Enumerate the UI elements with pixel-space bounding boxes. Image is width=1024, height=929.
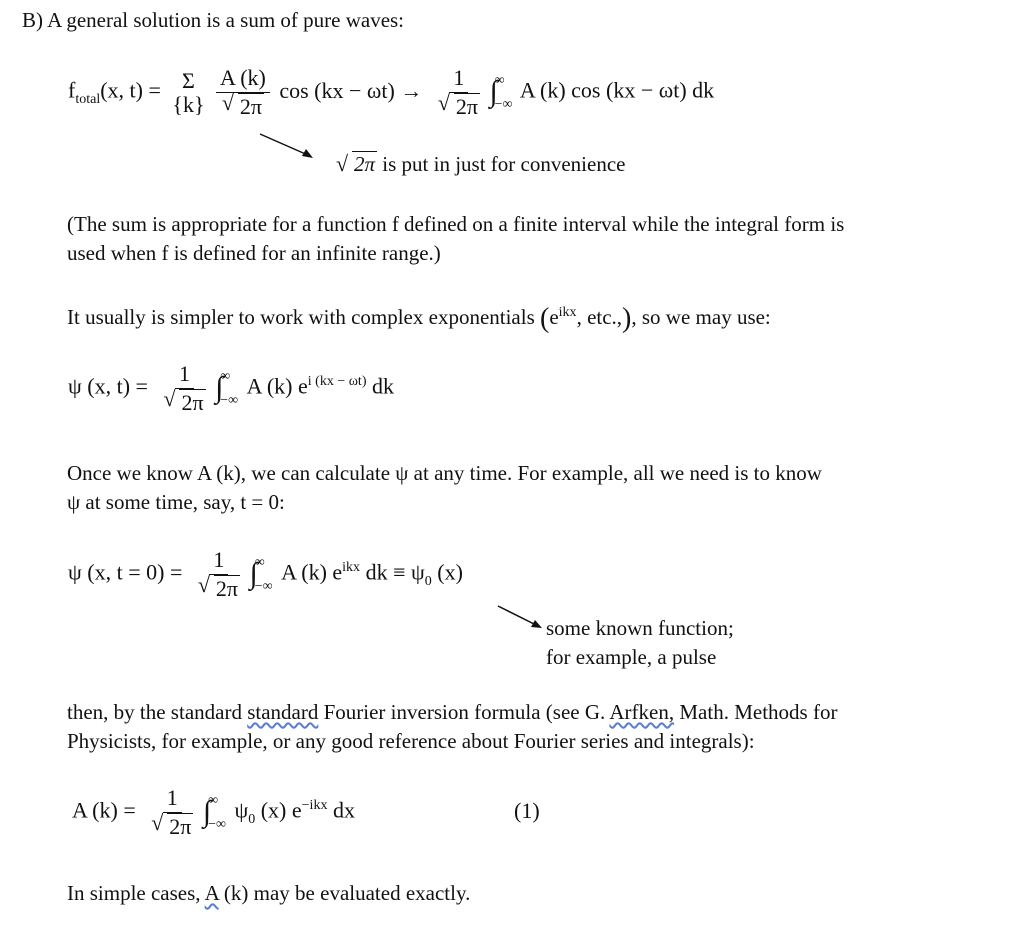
note-known-function-line1: some known function; [546, 616, 734, 640]
equation-3: ψ (x, t = 0) = 1 √ 2π ∫ ∞ −∞ A (k) $e^{ikx}$ dk ≡ $\psi_0$ (x) [68, 548, 463, 601]
paragraph-complex-exponentials: It usually is simpler to work with complex exponentials ($e^{ikx}$, etc.,), so we may use: [67, 303, 771, 334]
note-known-function-line2: for example, a pulse [546, 645, 717, 669]
paragraph-know-A-line1: Once we know A (k), we can calculate ψ at any time. For example, all we need is to know [67, 461, 822, 485]
equation-2: ψ (x, t) = 1 √ 2π ∫ ∞ −∞ A (k) $e^{i (kx - \omega t)}$ dk [68, 362, 394, 415]
arrow-icon [496, 604, 546, 634]
paragraph-know-A-line2: ψ at some time, say, t = 0: [67, 490, 285, 514]
section-heading: B) A general solution is a sum of pure waves: [22, 8, 405, 32]
paragraph-sum-note-line2: used when f is defined for an infinite range.) [67, 241, 441, 265]
equation-label: (1) [514, 798, 540, 823]
paragraph-simple-cases: In simple cases, A (k) may be evaluated exactly. [67, 881, 471, 905]
arrow-icon [258, 132, 318, 162]
note-convenience: √ 2π is put in just for convenience [336, 150, 625, 179]
equation-4: A (k) = 1 √ 2π ∫ ∞ −∞ $\psi_0$ (x) $e^{-ikx}$ dx [72, 786, 355, 839]
paragraph-sum-note-line1: (The sum is appropriate for a function f defined on a finite interval while the integral form is [67, 212, 845, 236]
paragraph-fourier-line2: Physicists, for example, or any good reference about Fourier series and integrals): [67, 729, 755, 753]
paragraph-fourier-line1: then, by the standard standard Fourier inversion formula (see G. Arfken, Math. Methods for [67, 700, 838, 724]
equation-1: $f_{total}(x$, t) = Σ {k} A (k) √ 2π cos (kx − ωt) → 1 √ 2π ∫ ∞ −∞ A (k) cos (kx − ωt) dk [68, 66, 714, 119]
